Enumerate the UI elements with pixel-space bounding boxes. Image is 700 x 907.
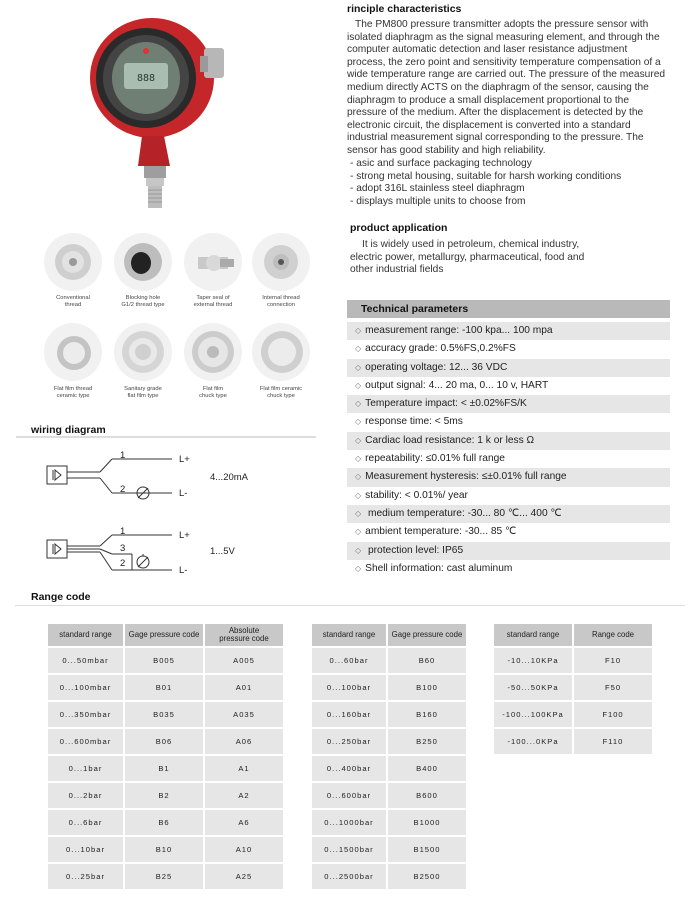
range-title: Range code xyxy=(31,591,91,603)
cell: B1500 xyxy=(388,835,468,862)
table-row xyxy=(312,808,468,835)
diamond-icon: ◇ xyxy=(355,545,362,555)
feature-item: - adopt 316L stainless steel diaphragm xyxy=(350,183,525,195)
cell: 0...350mbar xyxy=(48,700,125,727)
table-row xyxy=(48,673,285,700)
param-text: Shell information: cast aluminum xyxy=(365,562,513,574)
table-row xyxy=(312,862,468,889)
table-row xyxy=(48,700,285,727)
variant-thumb xyxy=(114,323,172,381)
cell: A2 xyxy=(205,781,285,808)
col-header: Absolute pressure code xyxy=(205,624,285,646)
param-row xyxy=(347,432,670,450)
cell: B250 xyxy=(388,727,468,754)
table-row xyxy=(494,727,654,754)
table-row xyxy=(48,862,285,889)
caption-line: flat film type xyxy=(127,393,159,399)
cell: 0...10bar xyxy=(48,835,125,862)
principle-title: rinciple characteristics xyxy=(347,3,462,15)
variant-caption xyxy=(178,386,248,400)
range-table-2 xyxy=(312,624,468,889)
divider xyxy=(16,436,316,438)
table-row xyxy=(48,754,285,781)
cell: A01 xyxy=(205,673,285,700)
cell: 0...1000bar xyxy=(312,808,388,835)
diamond-icon: ◇ xyxy=(355,362,362,372)
diamond-icon: ◇ xyxy=(355,344,362,354)
application-line: other industrial fields xyxy=(350,264,444,276)
cell: -50...50KPa xyxy=(494,673,574,700)
col-header: Range code xyxy=(574,624,654,646)
diamond-icon: ◇ xyxy=(355,435,362,445)
diamond-icon: ◇ xyxy=(355,399,362,409)
table-row xyxy=(48,781,285,808)
principle-line: sensor has good stability and high reliability. xyxy=(347,144,546,156)
cell: -100...0KPa xyxy=(494,727,574,754)
col-header: standard range xyxy=(494,624,574,646)
cell: 0...2bar xyxy=(48,781,125,808)
cell: B2 xyxy=(125,781,205,808)
diamond-icon: ◇ xyxy=(355,417,362,427)
diamond-icon: ◇ xyxy=(355,326,362,335)
variant-thumb xyxy=(44,233,102,291)
cell: 0...600mbar xyxy=(48,727,125,754)
param-row xyxy=(347,359,670,377)
cell: A06 xyxy=(205,727,285,754)
param-row xyxy=(347,450,670,468)
caption-line: Flat film thread xyxy=(53,386,93,392)
principle-line: diaphragm to produce a small displacement proportional to the xyxy=(347,94,630,106)
table-row xyxy=(312,754,468,781)
cell: 0...100mbar xyxy=(48,673,125,700)
cell: 0...25bar xyxy=(48,862,125,889)
svg-text:888: 888 xyxy=(136,73,156,84)
variant-caption xyxy=(108,295,178,309)
variant-caption xyxy=(38,386,108,400)
application-title: product application xyxy=(350,222,448,234)
table-row xyxy=(494,646,654,673)
diamond-icon: ◇ xyxy=(355,527,362,537)
param-text: response time: < 5ms xyxy=(365,416,463,428)
cell: A1 xyxy=(205,754,285,781)
caption-line: Blocking hole xyxy=(125,295,161,301)
cell: 0...1bar xyxy=(48,754,125,781)
param-row xyxy=(347,523,670,541)
terminal-3: 3 xyxy=(120,543,126,554)
cell: 0...250bar xyxy=(312,727,388,754)
param-text: repeatability: ≤0.01% full range xyxy=(365,453,505,465)
variant-caption xyxy=(108,386,178,400)
param-row xyxy=(347,322,670,340)
cell: -100...100KPa xyxy=(494,700,574,727)
param-text: medium temperature: -30... 80 ℃... 400 ℃ xyxy=(365,507,562,519)
col-header: Gage pressure code xyxy=(125,624,205,646)
cell: B160 xyxy=(388,700,468,727)
param-row xyxy=(347,542,670,560)
table-row xyxy=(48,835,285,862)
table-row xyxy=(312,781,468,808)
param-text: ambient temperature: -30... 85 ℃ xyxy=(365,526,517,538)
label-l-minus: L- xyxy=(179,488,188,499)
cell: 0...6bar xyxy=(48,808,125,835)
param-text: Cardiac load resistance: 1 k or less Ω xyxy=(365,434,535,446)
cell: B400 xyxy=(388,754,468,781)
cell: -10...10KPa xyxy=(494,646,574,673)
cell: 0...100bar xyxy=(312,673,388,700)
feature-item: - asic and surface packaging technology xyxy=(350,158,532,169)
application-line: electric power, metallurgy, pharmaceutical, food and xyxy=(350,251,585,263)
table-row xyxy=(48,727,285,754)
cell: F110 xyxy=(574,727,654,754)
application-line: It is widely used in petroleum, chemical industry, xyxy=(362,239,580,250)
diamond-icon: ◇ xyxy=(355,454,362,464)
cell: A10 xyxy=(205,835,285,862)
variant-caption xyxy=(38,295,108,309)
label-l-minus: L- xyxy=(179,565,188,576)
tech-params xyxy=(347,300,670,578)
table-row xyxy=(312,727,468,754)
application-text xyxy=(350,239,650,277)
principle-line: medium directly ACTS on the diaphragm of the sensor, causing the xyxy=(347,81,649,93)
cell: B6 xyxy=(125,808,205,835)
param-text: Temperature impact: < ±0.02%FS/K xyxy=(365,398,527,410)
range-table-3 xyxy=(494,624,654,754)
diamond-icon: ◇ xyxy=(355,563,362,573)
cell: B10 xyxy=(125,835,205,862)
variant-caption xyxy=(246,386,316,400)
param-row xyxy=(347,395,670,413)
param-text: measurement range: -100 kpa... 100 mpa xyxy=(365,325,553,336)
principle-text xyxy=(347,19,687,158)
diamond-icon: ◇ xyxy=(355,490,362,500)
variant-caption xyxy=(178,295,248,309)
table-row xyxy=(48,808,285,835)
principle-line: computer automatic detection and laser resistance adjustment xyxy=(347,44,628,56)
cell: B06 xyxy=(125,727,205,754)
principle-line: isolated diaphragm as the signal measuring element, and through the xyxy=(347,31,660,43)
cell: B100 xyxy=(388,673,468,700)
caption-line: ceramic type xyxy=(56,393,90,399)
caption-line: connection xyxy=(266,302,296,308)
signal-label: 1...5V xyxy=(210,546,235,557)
caption-line: chuck type xyxy=(199,393,227,399)
param-text: Measurement hysteresis: ≤±0.01% full range xyxy=(365,471,567,483)
range-table-1 xyxy=(48,624,285,889)
feature-item: - displays multiple units to choose from xyxy=(350,195,526,207)
param-row xyxy=(347,560,670,578)
param-text: accuracy grade: 0.5%FS,0.2%FS xyxy=(365,343,516,355)
cell: 0...400bar xyxy=(312,754,388,781)
cell: 0...160bar xyxy=(312,700,388,727)
signal-label: 4...20mA xyxy=(210,472,249,483)
caption-line: external thread xyxy=(193,302,233,308)
param-row xyxy=(347,340,670,358)
table-row xyxy=(312,700,468,727)
cell: B1000 xyxy=(388,808,468,835)
param-row xyxy=(347,505,670,523)
principle-line: wide temperature range are carried out. The pressure of the measured xyxy=(347,69,666,81)
cell: B2500 xyxy=(388,862,468,889)
col-header: standard range xyxy=(48,624,125,646)
transmitter-image xyxy=(82,8,232,213)
cell: 0...50mbar xyxy=(48,646,125,673)
table-row xyxy=(48,646,285,673)
wiring-title: wiring diagram xyxy=(31,424,106,436)
divider xyxy=(15,605,685,606)
diamond-icon: ◇ xyxy=(355,380,362,390)
caption-line: Flat film xyxy=(202,386,224,392)
col-header: standard range xyxy=(312,624,388,646)
caption-line: chuck type xyxy=(267,393,295,399)
variant-gallery xyxy=(44,233,334,408)
wiring-lines xyxy=(40,448,300,583)
diamond-icon: ◇ xyxy=(355,508,362,518)
terminal-1: 1 xyxy=(120,526,126,537)
cell: B005 xyxy=(125,646,205,673)
caption-line: Flat film ceramic xyxy=(259,386,303,392)
caption-line: G1/2 thread type xyxy=(121,302,165,308)
terminal-2: 2 xyxy=(120,558,126,569)
param-text: operating voltage: 12... 36 VDC xyxy=(365,361,508,373)
principle-line: process, the zero point and sensitivity temperature compensation of a xyxy=(347,56,661,68)
variant-thumb xyxy=(252,323,310,381)
variant-thumb xyxy=(44,323,102,381)
cell: A25 xyxy=(205,862,285,889)
cell: F50 xyxy=(574,673,654,700)
param-row xyxy=(347,487,670,505)
table-row xyxy=(312,673,468,700)
table-row xyxy=(312,646,468,673)
terminal-1: 1 xyxy=(120,450,126,461)
principle-line: electronic circuit, the displacement is converted into a standard xyxy=(347,119,631,131)
caption-line: Sanitary grade xyxy=(124,386,162,392)
principle-line: pressure of the medium. After the displacement is detected by the xyxy=(347,107,644,119)
cell: A005 xyxy=(205,646,285,673)
cell: F10 xyxy=(574,646,654,673)
principle-line: industrial measurement signal corresponding to the pressure. The xyxy=(347,132,644,144)
cell: B60 xyxy=(388,646,468,673)
principle-line: The PM800 pressure transmitter adopts the pressure sensor with xyxy=(355,19,649,30)
table-row xyxy=(494,700,654,727)
feature-item: - strong metal housing, suitable for harsh working conditions xyxy=(350,170,622,182)
cell: A6 xyxy=(205,808,285,835)
caption-line: Conventional xyxy=(56,295,90,301)
cell: 0...60bar xyxy=(312,646,388,673)
label-l-plus: L+ xyxy=(179,530,190,541)
table-row xyxy=(312,835,468,862)
variant-thumb xyxy=(252,233,310,291)
variant-thumb xyxy=(184,323,242,381)
variant-caption xyxy=(246,295,316,309)
cell: 0...600bar xyxy=(312,781,388,808)
cell: A035 xyxy=(205,700,285,727)
variant-thumb xyxy=(114,233,172,291)
feature-list xyxy=(350,158,621,208)
cell: B01 xyxy=(125,673,205,700)
table-row xyxy=(494,673,654,700)
param-row xyxy=(347,413,670,431)
label-l-plus: L+ xyxy=(179,454,190,465)
cell: F100 xyxy=(574,700,654,727)
caption-line: Taper seal of xyxy=(196,295,230,301)
param-text: protection level: IP65 xyxy=(365,544,464,556)
col-header: Gage pressure code xyxy=(388,624,468,646)
cell: B1 xyxy=(125,754,205,781)
param-text: output signal: 4... 20 ma, 0... 10 v, HART xyxy=(365,379,549,391)
terminal-2: 2 xyxy=(120,484,126,495)
param-text: stability: < 0.01%/ year xyxy=(365,489,468,501)
cell: B25 xyxy=(125,862,205,889)
cell: B035 xyxy=(125,700,205,727)
wiring-diagrams xyxy=(40,448,300,583)
param-row xyxy=(347,377,670,395)
diamond-icon: ◇ xyxy=(355,472,362,482)
caption-line: thread xyxy=(64,302,82,308)
tech-title: Technical parameters xyxy=(347,300,670,318)
variant-thumb xyxy=(184,233,242,291)
caption-line: Internal thread xyxy=(262,295,300,301)
cell: 0...1500bar xyxy=(312,835,388,862)
cell: B600 xyxy=(388,781,468,808)
param-row xyxy=(347,468,670,486)
cell: 0...2500bar xyxy=(312,862,388,889)
